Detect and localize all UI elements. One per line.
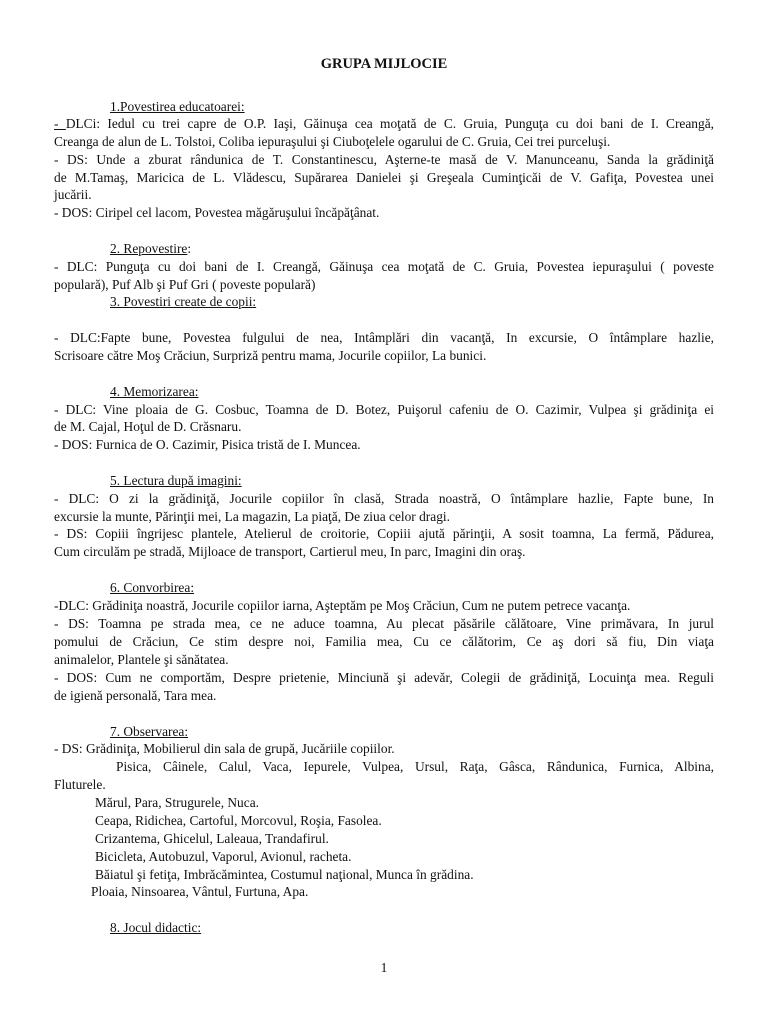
paragraph-line: Ceapa, Ridichea, Cartoful, Morcovul, Roşia, Fasolea.	[95, 813, 382, 828]
paragraph-line: Creanga de alun de L. Tolstoi, Coliba iepuraşului şi Ciuboţelele ogarului de C. Gruia, Cei trei purceluşi.	[54, 134, 611, 149]
paragraph-line: - DS: Toamna pe strada mea, ce ne aduce toamna, Au plecat păsările călătoare, Vine primăvara, In jurul	[54, 616, 714, 631]
section-heading-text: 2. Repovestire	[110, 241, 188, 256]
paragraph-line: jucării.	[54, 187, 92, 202]
section-heading: 4. Memorizarea:	[110, 384, 199, 399]
paragraph-line: Băiatul şi fetiţa, Imbrăcămintea, Costumul naţional, Munca în grădina.	[95, 867, 474, 882]
section-heading: 3. Povestiri create de copii:	[110, 294, 257, 309]
paragraph-line: - DS: Copiii îngrijesc plantele, Atelierul de croitorie, Copiii ajută părinţii, A sosit toamna, La fermă, Pădurea,	[54, 526, 714, 541]
section-heading: 6. Convorbirea:	[110, 580, 195, 595]
paragraph-line: de M.Tamaş, Maricica de L. Vlădescu, Supărarea Danielei şi Greşeala Cuminţicăi de V. Gafiţa, Povestea unei	[54, 170, 714, 185]
paragraph-line: de M. Cajal, Hoţul de D. Crăsnaru.	[54, 419, 242, 434]
page-number: 1	[380, 960, 388, 975]
paragraph-line: populară), Puf Alb şi Puf Gri ( poveste populară)	[54, 277, 316, 292]
paragraph-line: de igienă personală, Tara mea.	[54, 688, 217, 703]
paragraph-line: Scrisoare către Moş Crăciun, Surpriză pentru mama, Jocurile copiilor, La bunici.	[54, 348, 487, 363]
paragraph-line: - DLC:Fapte bune, Povestea fulgului de nea, Intâmplări din vacanţă, In excursie, O întâmplare hazlie,	[54, 330, 714, 345]
paragraph-line: - DS: Grădiniţa, Mobilierul din sala de grupă, Jucăriile copiilor.	[54, 741, 395, 756]
section-heading: 8. Jocul didactic:	[110, 920, 202, 935]
paragraph-line	[54, 115, 714, 133]
paragraph-line: -DLC: Grădiniţa noastră, Jocurile copiilor iarna, Aşteptăm pe Moş Crăciun, Cum ne putem petrece vacanţa.	[54, 598, 631, 613]
dash-underlined: -	[54, 116, 66, 131]
section-heading: 1.Povestirea educatoarei:	[110, 99, 245, 114]
paragraph-line: Cum circulăm pe stradă, Mijloace de transport, Cartierul meu, In parc, Imagini din oraş.	[54, 544, 526, 559]
paragraph-line: - DOS: Cum ne comportăm, Despre prietenie, Minciună şi adevăr, Colegii de grădiniţă, Locuinţa mea. Reguli	[54, 670, 714, 685]
paragraph-line: - DOS: Ciripel cel lacom, Povestea măgăruşului încăpăţânat.	[54, 205, 380, 220]
paragraph-line: Mărul, Para, Strugurele, Nuca.	[95, 795, 259, 810]
paragraph-line: pomului de Crăciun, Ce stim despre noi, Familia mea, Cu ce călătorim, Ce aş dori să fiu, Din viaţa	[54, 634, 714, 649]
section-heading	[110, 240, 191, 258]
paragraph-line: - DOS: Furnica de O. Cazimir, Pisica tristă de I. Muncea.	[54, 437, 361, 452]
document-page	[54, 0, 714, 1024]
paragraph-line: Ploaia, Ninsoarea, Vântul, Furtuna, Apa.	[91, 884, 309, 899]
heading-colon: :	[187, 241, 192, 256]
page-title: GRUPA MIJLOCIE	[320, 56, 448, 72]
section-heading: 7. Observarea:	[110, 724, 189, 739]
line-text: DLCi: Iedul cu trei capre de O.P. Iaşi, Găinuşa cea moţată de C. Gruia, Punguţa cu doi bani de I. Creangă,	[65, 116, 714, 131]
paragraph-line: Bicicleta, Autobuzul, Vaporul, Avionul, racheta.	[95, 849, 352, 864]
paragraph-line: - DLC: Punguţa cu doi bani de I. Creangă, Găinuşa cea moţată de C. Gruia, Povestea iepuraşului ( poveste	[54, 259, 714, 274]
paragraph-line: Crizantema, Ghicelul, Laleaua, Trandafirul.	[95, 831, 329, 846]
paragraph-line: - DLC: Vine ploaia de G. Cosbuc, Toamna de D. Botez, Puişorul cafeniu de O. Cazimir, Vulpea şi grădiniţa ei	[54, 402, 714, 417]
paragraph-line: - DLC: O zi la grădiniţă, Jocurile copiilor în clasă, Strada noastră, O întâmplare hazlie, Fapte bune, In	[54, 491, 714, 506]
paragraph-line: Pisica, Câinele, Calul, Vaca, Iepurele, Vulpea, Ursul, Raţa, Gâsca, Rândunica, Furnica, Albina,	[116, 759, 714, 774]
paragraph-line: Fluturele.	[54, 777, 106, 792]
paragraph-line: - DS: Unde a zburat rândunica de T. Constantinescu, Aşterne-te masă de V. Manunceanu, Sanda la grădiniţă	[54, 152, 714, 167]
section-heading: 5. Lectura după imagini:	[110, 473, 242, 488]
paragraph-line: animalelor, Plantele şi sănătatea.	[54, 652, 229, 667]
paragraph-line: excursie la munte, Părinţii mei, La magazin, La piaţă, De ziua celor dragi.	[54, 509, 450, 524]
